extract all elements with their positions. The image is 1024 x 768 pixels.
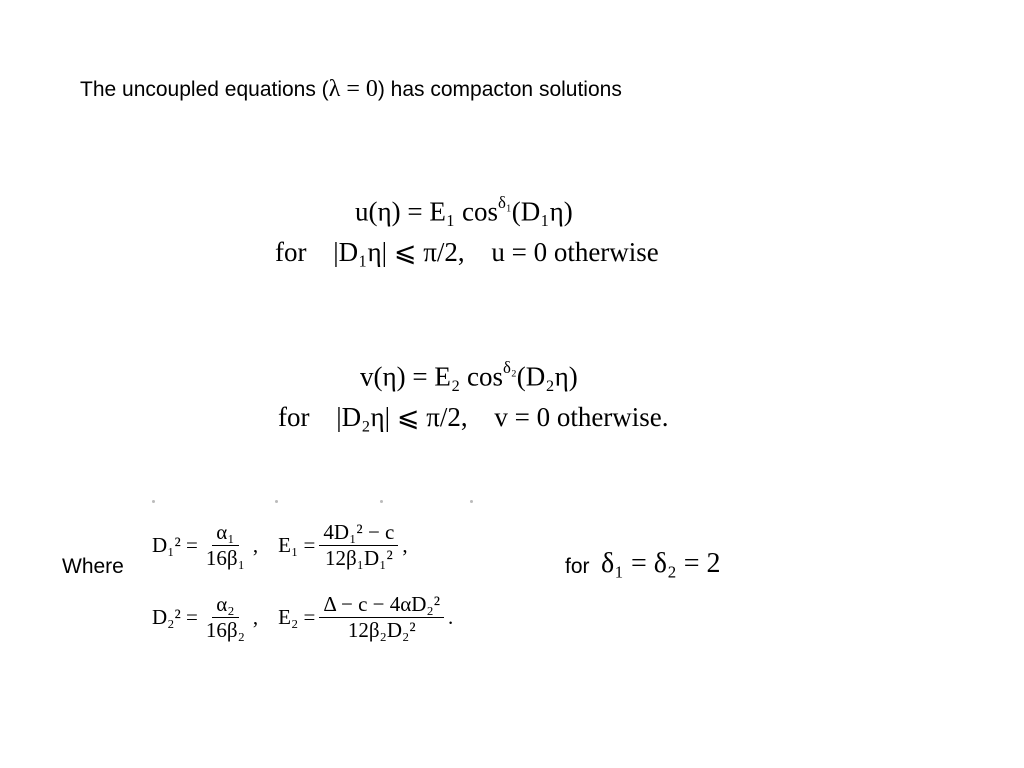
intro-after: ) has compacton solutions [377, 78, 622, 101]
equation-v-condition [278, 402, 669, 433]
definition-row-2: D₂² = $\frac{\text{α₂}}{\text{16β₂}}$ , E₂ = $\frac{\text{Δ − c − 4αD₂²}}{\text{12β₂D₂²}}$ . [152, 592, 454, 643]
equation-v-rhs: E₂ cos [434, 361, 503, 392]
d2-denominator: 16β₂ [205, 618, 245, 643]
e2-fraction [319, 592, 444, 643]
equation-u-for: for [275, 237, 307, 267]
d1-lhs: D₁² = [152, 533, 198, 558]
equation-v-main [360, 358, 578, 393]
lambda-zero-math: λ = 0 [328, 76, 378, 102]
e2-numerator: Δ − c − 4αD₂² [319, 592, 444, 618]
equation-u-rhs: E₁ cos [429, 196, 498, 227]
d2-lhs: D₂² = [152, 605, 198, 630]
equation-u-lhs: u(η) = [355, 196, 423, 227]
equation-v-cond-body: |D₂η| ⩽ π/2, [336, 402, 468, 432]
where-label: Where [62, 555, 124, 578]
d2-fraction [202, 592, 249, 643]
e2-lhs: E₂ = [278, 605, 316, 630]
e1-fraction [319, 520, 398, 571]
equation-v-arg: (D₂η) [516, 361, 578, 392]
e2-denominator: 12β₂D₂² [347, 618, 416, 643]
equation-u-exponent: δ₁ [498, 193, 512, 212]
equation-u-main [355, 193, 573, 228]
equation-u-condition [275, 237, 659, 268]
equation-u-cond-tail: u = 0 otherwise [491, 237, 659, 267]
d1-numerator: α₁ [212, 520, 238, 546]
intro-before: The uncoupled equations ( [80, 78, 329, 101]
intro-text [80, 76, 622, 103]
definition-row-1: D₁² = $\frac{\text{α₁}}{\text{16β₁}}$ , E₁ = $\frac{\text{4D₁² − c}}{\text{12β₁D₁²}}$ , [152, 520, 408, 571]
d2-numerator: α₂ [212, 592, 238, 618]
d1-fraction [202, 520, 249, 571]
equation-u-cond-body: |D₁η| ⩽ π/2, [333, 237, 465, 267]
equation-v-exponent: δ₂ [503, 358, 517, 377]
equation-v-cond-tail: v = 0 otherwise. [494, 402, 669, 432]
equation-v-for: for [278, 402, 310, 432]
cropped-artifact [150, 500, 480, 504]
e1-numerator: 4D₁² − c [319, 520, 398, 546]
d1-denominator: 16β₁ [205, 546, 245, 571]
e1-denominator: 12β₁D₁² [324, 546, 393, 571]
equation-u-arg: (D₁η) [511, 196, 573, 227]
for-label: for [565, 555, 590, 578]
equation-v-lhs: v(η) = [360, 361, 428, 392]
e1-lhs: E₁ = [278, 533, 316, 558]
delta-condition: δ₁ = δ₂ = 2 [601, 548, 721, 579]
